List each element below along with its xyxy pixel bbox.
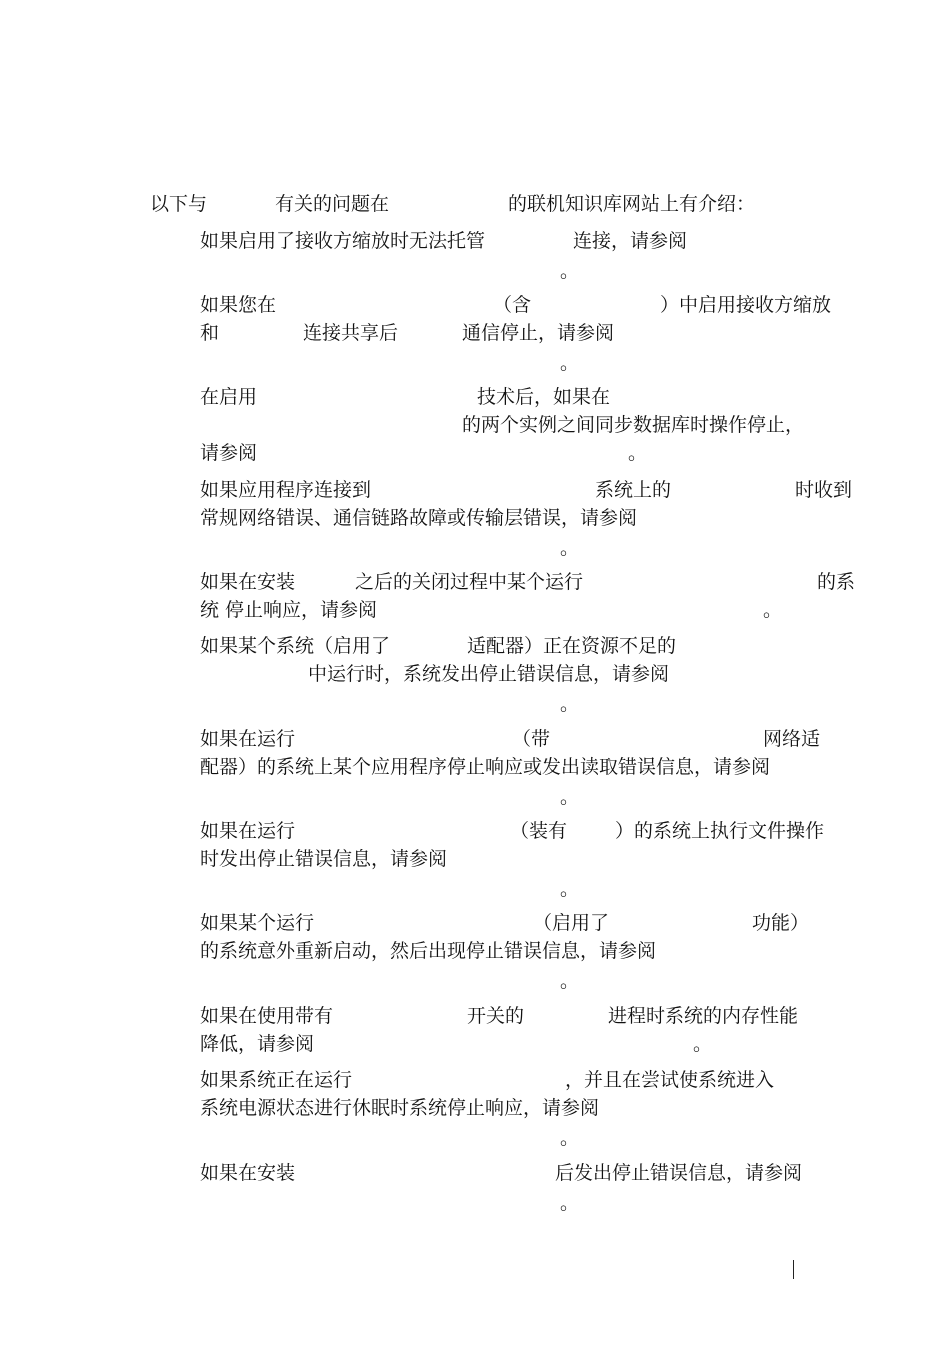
item-12-end: 。 [560,1192,580,1214]
item-7-line-1a: 如果在运行 [200,728,296,750]
item-2-line-2c: 通信停止，请参阅 [462,322,615,344]
item-9-line-2: 的系统意外重新启动，然后出现停止错误信息，请参阅 [200,940,657,962]
footer-rule [793,1260,794,1279]
item-11-line-1a: 如果系统正在运行 [200,1069,353,1091]
item-7-line-2: 配器）的系统上某个应用程序停止响应或发出读取错误信息，请参阅 [200,756,771,778]
item-4-end: 。 [560,537,580,559]
item-9-line-1b: （启用了 [533,912,610,934]
item-12-line-1b: 后发出停止错误信息，请参阅 [555,1162,803,1184]
item-9-end: 。 [560,970,580,992]
item-4-line-1c: 时收到 [795,479,853,501]
item-3-line-2: 的两个实例之间同步数据库时操作停止， [462,414,805,436]
item-2-line-2b: 连接共享后 [303,322,399,344]
intro-text-2: 有关的问题在 [275,193,390,215]
item-7-end: 。 [560,786,580,808]
item-5-line-2: 统 停止响应，请参阅 [200,599,378,621]
item-2-line-1c: ）中启用接收方缩放 [660,294,832,316]
item-10-line-1c: 进程时系统的内存性能 [608,1005,799,1027]
item-2-line-2a: 和 [200,322,220,344]
item-9-line-1c: 功能） [752,912,810,934]
item-8-line-1c: ）的系统上执行文件操作 [615,820,825,842]
item-11-line-1b: ，并且在尝试使系统进入 [565,1069,775,1091]
item-10-end: 。 [693,1033,713,1055]
item-11-end: 。 [560,1127,580,1149]
item-8-line-2: 时发出停止错误信息，请参阅 [200,848,448,870]
item-1-line-1b: 连接，请参阅 [573,230,688,252]
item-3-end: 。 [628,442,648,464]
item-2-line-1b: （含 [493,294,532,316]
item-4-line-1b: 系统上的 [595,479,672,501]
item-10-line-1a: 如果在使用带有 [200,1005,334,1027]
item-3-line-3: 请参阅 [200,442,258,464]
item-12-line-1a: 如果在安装 [200,1162,296,1184]
item-10-line-2: 降低，请参阅 [200,1033,315,1055]
item-6-line-1b: 适配器）正在资源不足的 [467,635,677,657]
item-6-line-1a: 如果某个系统（启用了 [200,635,391,657]
item-5-line-1c: 的系 [817,571,856,593]
item-4-line-1a: 如果应用程序连接到 [200,479,372,501]
item-3-line-1b: 技术后，如果在 [477,386,611,408]
item-5-line-1a: 如果在安装 [200,571,296,593]
item-8-line-1b: （装有 [510,820,568,842]
item-3-line-1a: 在启用 [200,386,258,408]
item-1-line-1: 如果启用了接收方缩放时无法托管 [200,230,486,252]
intro-text-1: 以下与 [150,193,208,215]
item-11-line-2: 系统电源状态进行休眠时系统停止响应，请参阅 [200,1097,600,1119]
intro-text-3: 的联机知识库网站上有介绍： [508,193,756,215]
item-2-line-1a: 如果您在 [200,294,277,316]
item-6-line-2: 中运行时，系统发出停止错误信息，请参阅 [308,663,670,685]
item-9-line-1a: 如果某个运行 [200,912,315,934]
item-7-line-1c: 网络适 [763,728,821,750]
item-5-line-1b: 之后的关闭过程中某个运行 [355,571,584,593]
item-2-end: 。 [560,352,580,374]
item-8-end: 。 [560,878,580,900]
item-5-end: 。 [763,599,783,621]
item-6-end: 。 [560,693,580,715]
item-10-line-1b: 开关的 [467,1005,525,1027]
item-4-line-2: 常规网络错误、通信链路故障或传输层错误，请参阅 [200,507,638,529]
item-1-end: 。 [560,260,580,282]
item-7-line-1b: （带 [512,728,551,750]
item-8-line-1a: 如果在运行 [200,820,296,842]
